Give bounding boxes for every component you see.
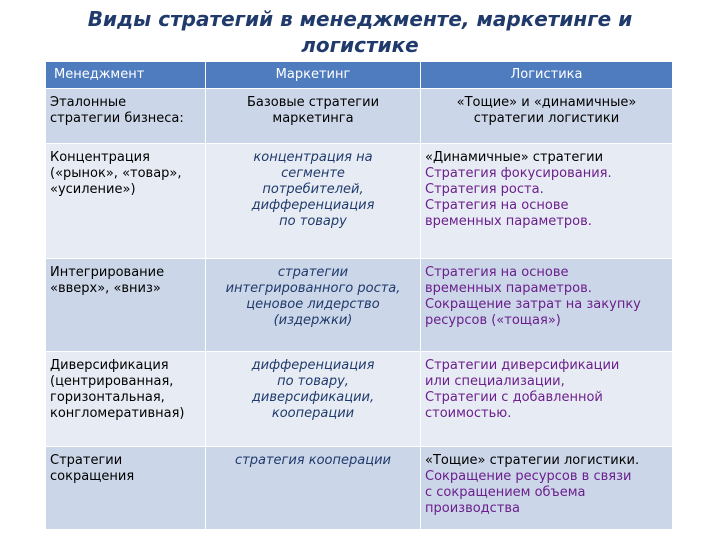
cell-line: дифференциация (251, 198, 375, 213)
cell-line: маркетинга (272, 111, 354, 126)
cell-line: стратегия кооперации (235, 453, 391, 468)
cell-logistics (421, 144, 673, 259)
cell-line: Стратегии (50, 453, 123, 468)
cell-logistics (421, 259, 673, 352)
cell-line: дифференциация (251, 358, 375, 373)
cell-management (46, 89, 206, 144)
table-header-row (46, 62, 673, 89)
cell-line: конгломеративная) (50, 406, 185, 421)
strategy-table (45, 61, 673, 530)
cell-management (46, 259, 206, 352)
cell-line: стратегии (277, 265, 349, 280)
cell-line: сокращения (50, 469, 135, 484)
cell-line: Эталонные (50, 95, 127, 110)
table-row (46, 89, 673, 144)
table-row (46, 259, 673, 352)
cell-line: по товару (279, 214, 347, 229)
header-logistics: Логистика (421, 62, 673, 89)
cell-management (46, 352, 206, 447)
cell-line: «усиление») (50, 182, 136, 197)
cell-line: стоимостью. (425, 406, 512, 421)
header-marketing: Маркетинг (206, 62, 421, 89)
cell-line: (центрированная, (50, 374, 174, 389)
cell-logistics (421, 447, 673, 530)
cell-logistics (421, 352, 673, 447)
cell-line: концентрация на (253, 150, 373, 165)
cell-line: с сокращением объема (425, 485, 586, 500)
cell-line: сегменте (281, 166, 345, 181)
cell-line: «вверх», «вниз» (50, 281, 161, 296)
cell-line: горизонтальная, (50, 390, 165, 405)
cell-line: Стратегия на основе (425, 265, 569, 280)
cell-line: Интегрирование (50, 265, 165, 280)
cell-line: Сокращение затрат на закупку (425, 297, 641, 312)
cell-line: стратегии бизнеса: (50, 111, 184, 126)
cell-line: Диверсификация (50, 358, 169, 373)
table-row (46, 352, 673, 447)
cell-line: Стратегия фокусирования. (425, 166, 612, 181)
cell-line: производства (425, 501, 521, 516)
cell-line: диверсификации, (251, 390, 375, 405)
cell-management (46, 144, 206, 259)
cell-line: по товару, (277, 374, 349, 389)
cell-marketing (206, 352, 421, 447)
cell-line: Стратегии диверсификации (425, 358, 620, 373)
cell-line: Стратегия на основе (425, 198, 569, 213)
cell-line: временных параметров. (425, 281, 592, 296)
cell-line: временных параметров. (425, 214, 592, 229)
cell-line: Концентрация (50, 150, 150, 165)
cell-line: «Тощие» стратегии логистики. (425, 453, 640, 468)
table-row (46, 144, 673, 259)
cell-management (46, 447, 206, 530)
cell-line: (издержки) (273, 313, 353, 328)
cell-line: кооперации (271, 406, 355, 421)
table-row (46, 447, 673, 530)
cell-marketing (206, 144, 421, 259)
cell-line: или специализации, (425, 374, 565, 389)
header-management: Менеджмент (46, 62, 206, 89)
cell-line: потребителей, (262, 182, 364, 197)
cell-line: Стратегия роста. (425, 182, 544, 197)
cell-line: Сокращение ресурсов в связи (425, 469, 632, 484)
cell-line: ресурсов («тощая») (425, 313, 561, 328)
cell-line: Базовые стратегии (246, 95, 380, 110)
cell-marketing (206, 259, 421, 352)
cell-line: интегрированного роста, (225, 281, 401, 296)
page-title: Виды стратегий в менеджменте, маркетинге и логистике (87, 7, 633, 57)
cell-line: стратегии логистики (473, 111, 620, 126)
cell-line: Стратегии с добавленной (425, 390, 603, 405)
cell-line: ценовое лидерство (246, 297, 380, 312)
cell-line: «Динамичные» стратегии (425, 150, 604, 165)
cell-line: («рынок», «товар», (50, 166, 182, 181)
cell-marketing (206, 89, 421, 144)
cell-logistics (421, 89, 673, 144)
cell-marketing (206, 447, 421, 530)
cell-line: «Тощие» и «динамичные» (456, 95, 637, 110)
